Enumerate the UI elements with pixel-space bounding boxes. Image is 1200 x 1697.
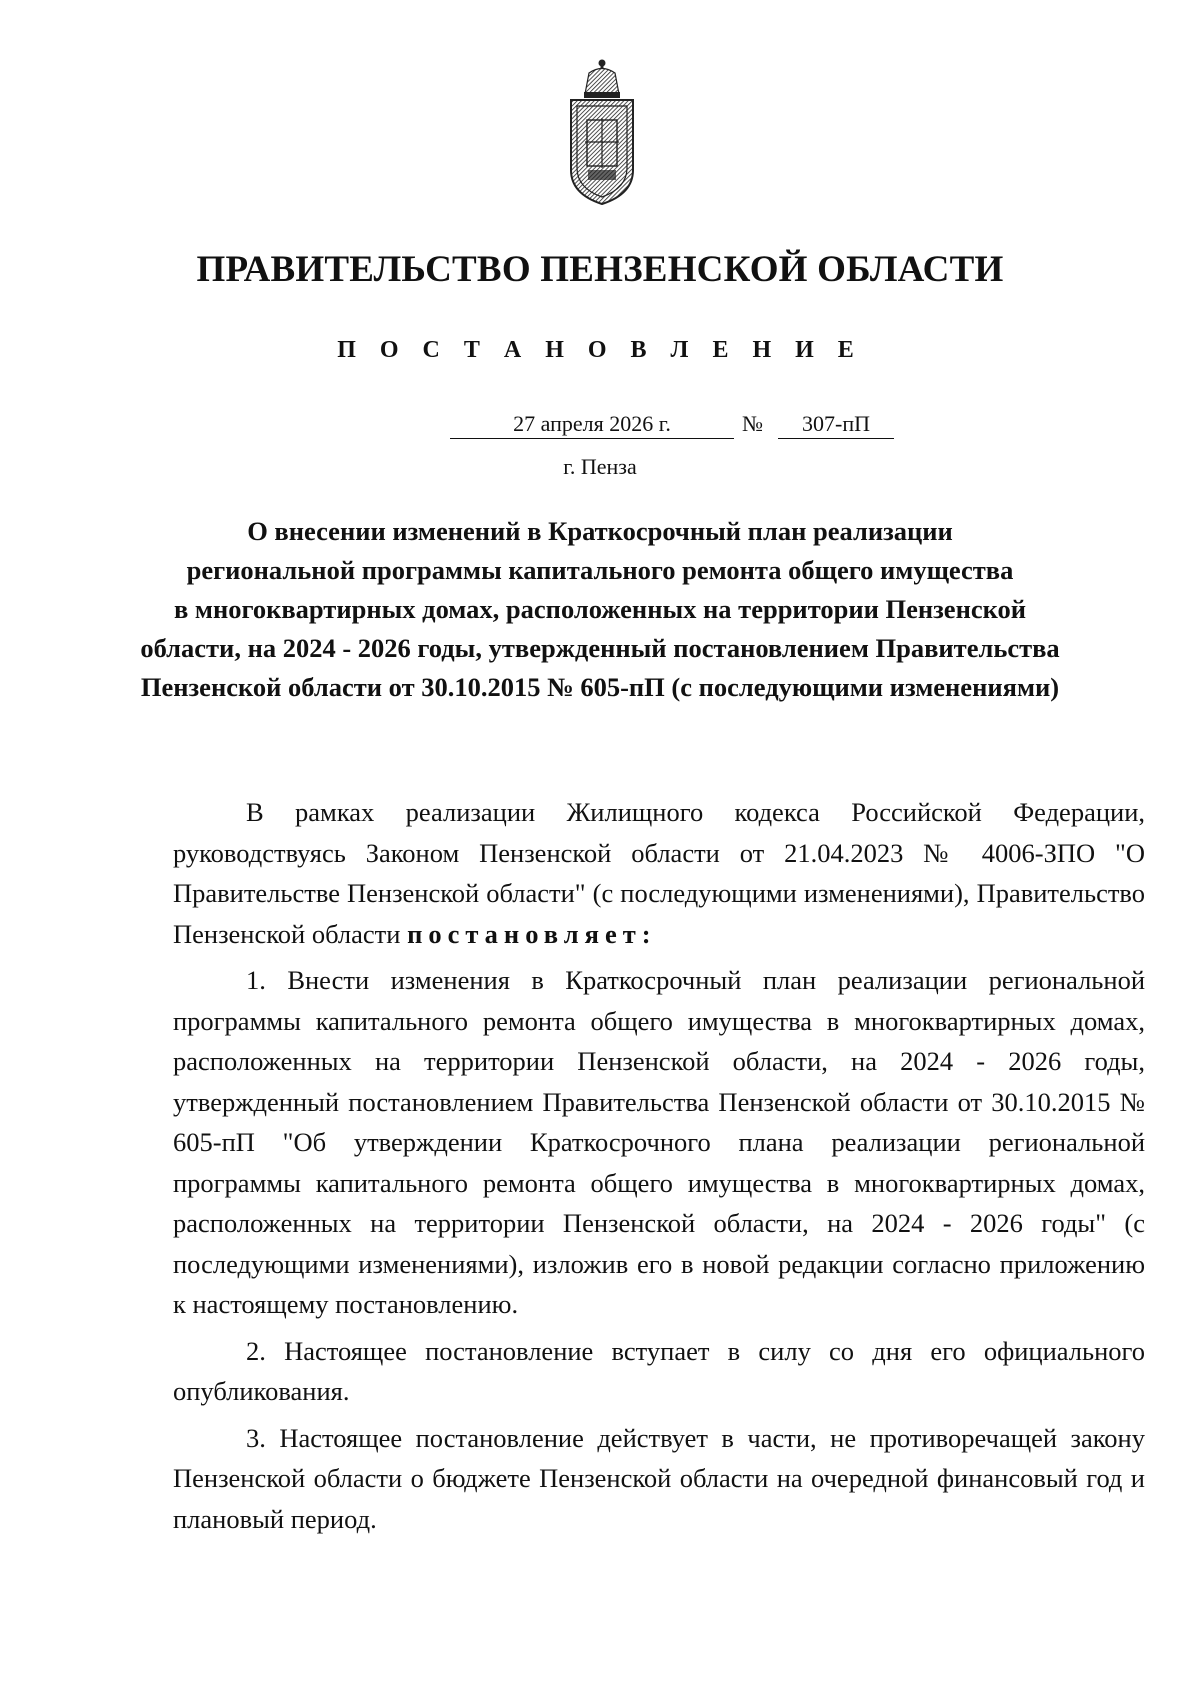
item-paragraph-2: 2. Настоящее постановление вступает в силу со дня его официального опубликования. xyxy=(173,1335,1145,1406)
coat-of-arms-icon xyxy=(560,58,644,206)
document-body xyxy=(173,792,1145,1545)
subject-line: О внесении изменений в Краткосрочный план реализации xyxy=(247,516,953,546)
preamble-text: В рамках реализации Жилищного кодекса Российской Федерации, руководствуясь Законом Пензенской области от 21.04.2023 № 4006-ЗПО "О Правительстве Пензенской области" (с последующими изменениями), Правительство Пензенской области xyxy=(173,797,1145,949)
item-paragraph-3: 3. Настоящее постановление действует в части, не противоречащей закону Пензенской области о бюджете Пензенской области на очередной финансовый год и плановый период. xyxy=(173,1422,1145,1534)
government-title: ПРАВИТЕЛЬСТВО ПЕНЗЕНСКОЙ ОБЛАСТИ xyxy=(196,249,1004,290)
document-date: 27 апреля 2026 г. xyxy=(450,410,734,439)
preamble-paragraph xyxy=(173,792,1145,954)
subject-line: региональной программы капитального ремонта общего имущества xyxy=(186,555,1014,585)
item-paragraph-1: 1. Внести изменения в Краткосрочный план реализации региональной программы капитального ремонта общего имущества в многоквартирных домах, расположенных на территории Пензенской области, на 2024 - 2026 годы, утвержденный постановлением Правительства Пензенской области от 30.10.2015 № 605-пП "Об утверждении Краткосрочного плана реализации региональной программы капитального ремонта общего имущества в многоквартирных домах, расположенных на территории Пензенской области, на 2024 - 2026 годы" (с последующими изменениями), изложив его в новой редакции согласно приложению к настоящему постановлению. xyxy=(173,965,1145,1319)
document-city: г. Пенза xyxy=(563,454,637,479)
document-subject xyxy=(100,512,1100,707)
document-number: 307-пП xyxy=(778,410,894,439)
subject-line: Пензенской области от 30.10.2015 № 605-пП (с последующими изменениями) xyxy=(140,672,1060,702)
document-type: П О С Т А Н О В Л Е Н И Е xyxy=(337,337,863,363)
resolves-word: постановляет: xyxy=(407,918,657,949)
subject-line: области, на 2024 - 2026 годы, утвержденный постановлением Правительства xyxy=(140,633,1060,663)
subject-line: в многоквартирных домах, расположенных на территории Пензенской xyxy=(173,594,1027,624)
number-sign: № xyxy=(742,411,763,436)
